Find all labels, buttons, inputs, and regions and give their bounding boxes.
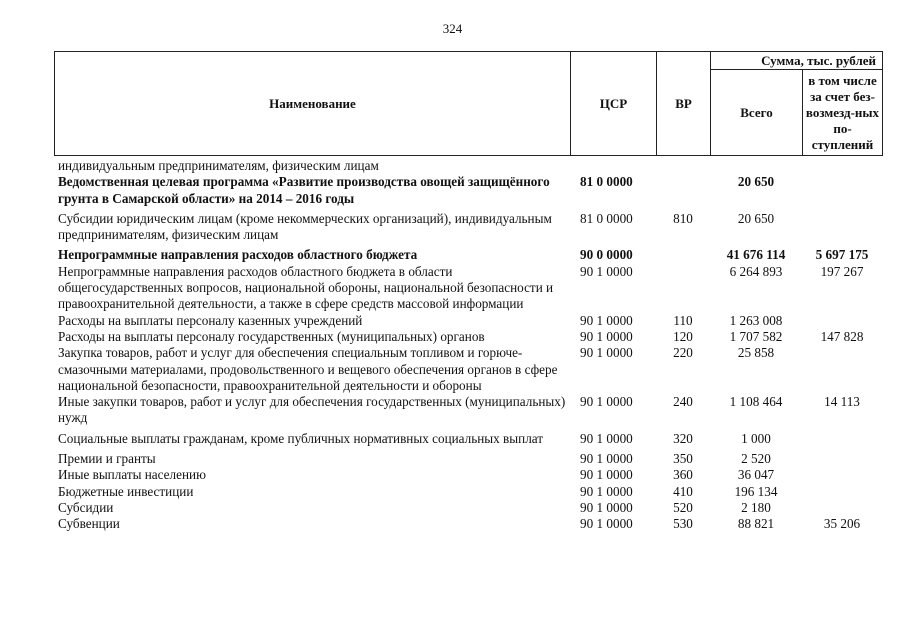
table-row	[54, 313, 882, 329]
row-name: Расходы на выплаты персоналу казенных учреждений	[58, 312, 363, 328]
row-vr: 240	[673, 394, 693, 410]
row-free: 5 697 175	[815, 247, 869, 263]
row-csr: 90 1 0000	[580, 430, 633, 446]
row-name: Субсидии	[58, 499, 114, 515]
row-vr: 350	[673, 451, 693, 467]
row-total: 25 858	[737, 345, 775, 361]
row-name: Социальные выплаты гражданам, кроме публичных нормативных социальных выплат	[58, 430, 544, 446]
row-total: 1 108 464	[729, 394, 783, 410]
row-free	[802, 174, 882, 207]
header-vr: ВР	[657, 52, 711, 156]
row-name: Иные закупки товаров, работ и услуг для обеспечения государственных (муниципальных) нужд	[58, 394, 566, 426]
table-row	[54, 264, 882, 313]
table-row	[54, 247, 882, 263]
row-free	[802, 500, 882, 516]
row-name: Иные выплаты населению	[58, 467, 206, 483]
row-name: Премии и гранты	[58, 451, 156, 467]
row-csr: 90 1 0000	[580, 328, 633, 344]
row-vr	[656, 247, 710, 263]
row-csr: 90 1 0000	[580, 467, 633, 483]
row-vr	[656, 264, 710, 313]
row-csr: 90 1 0000	[580, 451, 633, 467]
row-vr: 220	[673, 345, 693, 361]
header-csr: ЦСР	[571, 52, 657, 156]
row-total: 36 047	[737, 467, 775, 483]
header-sum-group: Сумма, тыс. рублей	[711, 52, 883, 70]
table-header	[54, 51, 883, 156]
header-total: Всего	[711, 70, 803, 156]
page-number: 324	[442, 21, 463, 36]
row-free	[802, 484, 882, 500]
row-total: 2 180	[741, 499, 771, 515]
row-vr: 530	[673, 516, 693, 532]
row-name: Закупка товаров, работ и услуг для обеспечения специальным топливом и горюче-смазочными материалами, продовольственного и вещевого обеспечения органов в сфере национальной безопасности, правоохранительной деятельности и обороны	[58, 345, 558, 393]
table-row	[54, 394, 882, 427]
row-name: индивидуальным предпринимателям, физическим лицам	[58, 158, 379, 173]
row-free: 35 206	[823, 516, 861, 532]
row-csr: 90 1 0000	[580, 499, 633, 515]
table-body	[54, 158, 882, 533]
row-total: 1 707 582	[729, 328, 783, 344]
row-vr	[656, 158, 710, 174]
row-total: 1 263 008	[729, 312, 783, 328]
row-csr: 90 1 0000	[580, 312, 633, 328]
row-total	[710, 158, 802, 174]
row-total: 1 000	[741, 430, 771, 446]
row-free	[802, 211, 882, 244]
row-free	[802, 345, 882, 394]
row-free: 197 267	[820, 263, 864, 279]
row-free	[802, 467, 882, 483]
row-vr: 810	[673, 210, 693, 226]
row-vr: 110	[673, 312, 693, 328]
row-name: Расходы на выплаты персоналу государственных (муниципальных) органов	[58, 328, 485, 344]
row-free: 14 113	[824, 394, 860, 410]
row-csr: 90 1 0000	[580, 394, 633, 410]
row-name: Непрограммные направления расходов областного бюджета в области общегосударственных вопросов, национальной обороны, национальной безопасности и правоохранительной деятельности, а также в сфере средств массовой информации	[58, 263, 554, 312]
row-free	[802, 158, 882, 174]
table-row	[54, 516, 882, 532]
row-name: Ведомственная целевая программа «Развитие производства овощей защищённого грунта в Самарской области» на 2014 – 2016 годы	[58, 174, 550, 206]
table-row	[54, 467, 882, 483]
row-vr: 410	[673, 483, 693, 499]
table-row	[54, 174, 882, 207]
row-csr: 90 1 0000	[580, 516, 633, 532]
header-name: Наименование	[55, 52, 571, 156]
row-free	[802, 313, 882, 329]
row-name: Субсидии юридическим лицам (кроме некоммерческих организаций), индивидуальным предпринимателям, физическим лицам	[58, 210, 552, 243]
row-vr: 320	[673, 430, 693, 446]
row-csr: 81 0 0000	[580, 210, 633, 226]
row-total: 6 264 893	[729, 263, 783, 279]
row-name: Субвенции	[58, 516, 120, 532]
row-vr: 120	[673, 328, 693, 344]
row-free	[802, 431, 882, 447]
row-csr: 90 1 0000	[580, 345, 633, 361]
table-row	[54, 345, 882, 394]
row-vr	[656, 174, 710, 207]
table-row	[54, 158, 882, 174]
row-name: Непрограммные направления расходов областного бюджета	[58, 247, 418, 263]
table-row	[54, 329, 882, 345]
row-total: 88 821	[737, 516, 775, 532]
table-row	[54, 211, 882, 244]
row-csr: 90 1 0000	[580, 483, 633, 499]
row-csr: 81 0 0000	[580, 174, 633, 190]
row-csr	[570, 158, 656, 174]
row-vr: 360	[673, 467, 693, 483]
row-total: 41 676 114	[726, 247, 786, 263]
row-total: 2 520	[741, 451, 771, 467]
row-name: Бюджетные инвестиции	[58, 483, 194, 499]
header-free: в том числе за счет без-возмезд-ных по-ступлений	[803, 70, 883, 156]
row-csr: 90 1 0000	[580, 263, 633, 279]
row-free	[802, 451, 882, 467]
row-total: 20 650	[737, 210, 775, 226]
table-row	[54, 431, 882, 447]
row-total: 20 650	[737, 174, 775, 190]
row-csr: 90 0 0000	[580, 247, 633, 263]
table-row	[54, 451, 882, 467]
table-row	[54, 484, 882, 500]
row-free: 147 828	[820, 328, 864, 344]
table-row	[54, 500, 882, 516]
row-total: 196 134	[734, 483, 778, 499]
row-vr: 520	[673, 499, 693, 515]
